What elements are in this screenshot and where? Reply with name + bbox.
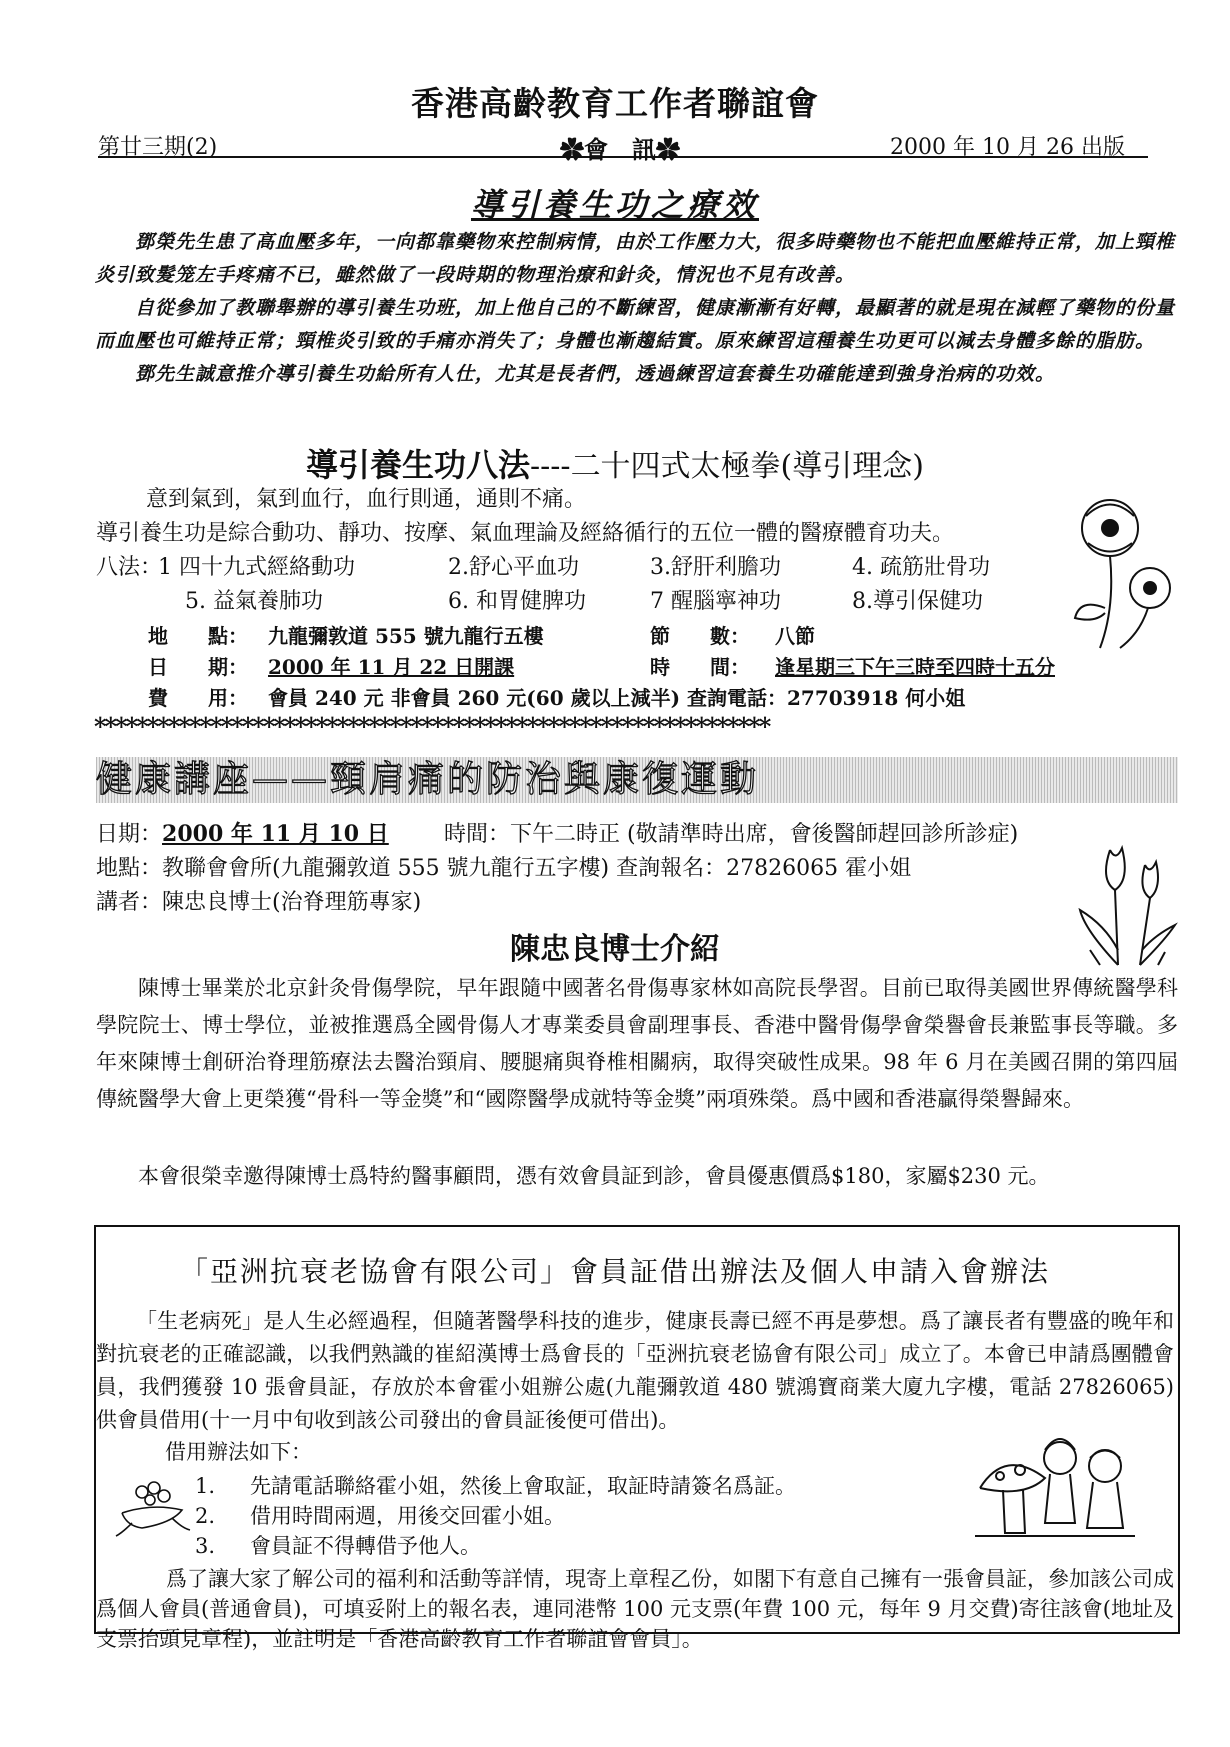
- newsletter-label: ✿會 訊✿: [560, 135, 680, 164]
- fee-value: 會員 240 元 非會員 260 元(60 歲以上減半) 查詢電話：27703918 何小姐: [268, 686, 966, 710]
- membership-paragraph: 「生老病死」是人生必經過程，但隨著醫學科技的進步，健康長壽已經不再是夢想。爲了讓長者有豐盛的晚年和對抗衰老的正確認識，以我們熟識的崔紹漢博士爲會長的「亞洲抗衰老協會有限公司」成立了。本會已申請爲團體會員，我們獲發 10 張會員証，存放於本會霍小姐辦公處(九龍彌敦道 480 號鴻寶商業大廈九字樓，電話 27826065)供會員借用(十一月中旬收到該公司發出的會員証後便可借出)。: [96, 1309, 1174, 1432]
- org-title: 香港高齡教育工作者聯誼會: [411, 84, 819, 123]
- membership-paragraph-2: 爲了讓大家了解公司的福利和活動等詳情，現寄上章程乙份，如閣下有意自己擁有一張會員証，參加該公司成爲個人會員(普通會員)，可填妥附上的報名表，連同港幣 100 元支票(年費 100 元，每年 9 月交費)寄往該會(地址及支票抬頭見章程)，並註明是「香港高齡教育工作者聯誼會會員」。: [96, 1567, 1174, 1651]
- method-item: 4. 疏筋壯骨功: [852, 555, 990, 580]
- rule-item: 先請電話聯絡霍小姐，然後上會取証，取証時請簽名爲証。: [250, 1474, 796, 1498]
- lecture-date-value: 2000 年 11 月 10 日: [162, 821, 389, 847]
- methods-label: 八法：: [96, 555, 163, 580]
- intro-title: 陳忠良博士介紹: [510, 932, 720, 967]
- sessions-label: 節 數：: [650, 624, 750, 648]
- flower-illustration: [1070, 488, 1180, 658]
- article2-motto: 意到氣到，氣到血行，血行則通，通則不痛。: [146, 487, 587, 512]
- method-item: 8.導引保健功: [852, 589, 983, 614]
- mushroom-children-illustration: [975, 1428, 1135, 1543]
- fee-label: 費 用：: [148, 686, 248, 710]
- location-value: 九龍彌敦道 555 號九龍行五樓: [268, 624, 544, 648]
- sessions-value: 八節: [775, 624, 815, 648]
- method-item: 7 醒腦寧神功: [650, 589, 781, 614]
- article1-paragraph: 鄧榮先生患了高血壓多年，一向都靠藥物來控制病情，由於工作壓力大，很多時藥物也不能把血壓維持正常，加上頸椎炎引致髮笼左手疼痛不已，雖然做了一段時期的物理治療和針灸，情況也不見有改善。: [95, 231, 1176, 286]
- intro-paragraph: 陳博士畢業於北京針灸骨傷學院，早年跟隨中國著名骨傷專家林如高院長學習。目前已取得美國世界傳統醫學科學院院士、博士學位，並被推選爲全國骨傷人才專業委員會副理事長、香港中醫骨傷學會榮譽會長兼監事長等職。多年來陳博士創研治脊理筋療法去醫治頸肩、腰腿痛與脊椎相關病，取得突破性成果。98 年 6 月在美國召開的第四屆傳統醫學大會上更榮獲“骨科一等金獎”和“國際醫學成就特等金獎”兩項殊榮。爲中國和香港贏得榮譽歸來。: [96, 976, 1178, 1111]
- rule-item: 會員証不得轉借予他人。: [250, 1534, 481, 1558]
- lecture-time: 時間：下午二時正 (敬請準時出席，會後醫師趕回診所診症): [444, 822, 1019, 847]
- article1-title: 導引養生功之療效: [470, 186, 759, 224]
- rules-label: 借用辦法如下：: [165, 1440, 312, 1464]
- lecture-banner: [96, 757, 1178, 803]
- membership-title: 「亞洲抗衰老協會有限公司」會員証借出辦法及個人申請入會辦法: [179, 1255, 1050, 1288]
- method-item: 2.舒心平血功: [448, 555, 579, 580]
- method-item: 5. 益氣養肺功: [185, 589, 323, 614]
- article2-title: [0, 440, 1230, 486]
- time-value: 逢星期三下午三時至四時十五分: [775, 655, 1055, 679]
- article2-description: 導引養生功是綜合動功、靜功、按摩、氣血理論及經絡循行的五位一體的醫療體育功夫。: [96, 521, 955, 546]
- method-item: 6. 和胃健脾功: [448, 589, 586, 614]
- article2-title-main: 導引養生功八法: [306, 446, 531, 484]
- rule-number: 3.: [195, 1534, 216, 1558]
- lecture-place: 地點：教聯會會所(九龍彌敦道 555 號九龍行五字樓) 查詢報名：27826065 霍小姐: [96, 856, 912, 881]
- publish-date: 2000 年 10 月 26 出版: [890, 135, 1125, 160]
- lecture-banner-text: 健康講座——頸肩痛的防治與康復運動: [96, 759, 760, 800]
- header-rule: [98, 156, 1148, 158]
- star-divider: ****************************************************************: [94, 712, 770, 741]
- lecture-date-label: 日期：: [96, 822, 163, 847]
- method-item: 1 四十九式經絡動功: [158, 555, 355, 580]
- rule-number: 2.: [195, 1504, 216, 1528]
- article1-body: [95, 226, 1175, 391]
- method-item: 3.舒肝利膽功: [650, 555, 781, 580]
- intro-paragraph-2: 本會很榮幸邀得陳博士爲特約醫事顧問，憑有效會員証到診，會員優惠價爲$180，家屬$230 元。: [138, 1164, 1050, 1188]
- article1-paragraph: 鄧先生誠意推介導引養生功給所有人仕，尤其是長者們，透過練習這套養生功確能達到強身治病的功效。: [135, 363, 1056, 385]
- time-label: 時 間：: [650, 655, 750, 679]
- lecture-date: [96, 818, 389, 851]
- bouquet-illustration: [112, 1478, 192, 1538]
- date-label: 日 期：: [148, 655, 248, 679]
- rule-item: 借用時間兩週，用後交回霍小姐。: [250, 1504, 565, 1528]
- lecture-speaker: 講者：陳忠良博士(治脊理筋專家): [96, 890, 422, 915]
- article2-title-sub: ----二十四式太極拳(導引理念): [530, 449, 924, 484]
- date-value: 2000 年 11 月 22 日開課: [268, 655, 515, 679]
- article1-paragraph: 自從參加了教聯舉辦的導引養生功班，加上他自己的不斷練習，健康漸漸有好轉，最顯著的就是現在減輕了藥物的份量而血壓也可維持正常；頸椎炎引致的手痛亦消失了；身體也漸趨結實。原來練習這種養生功更可以減去身體多餘的脂肪。: [95, 297, 1176, 352]
- rule-number: 1.: [195, 1474, 216, 1498]
- issue-number: 第廿三期(2): [98, 135, 218, 160]
- location-label: 地 點：: [148, 624, 248, 648]
